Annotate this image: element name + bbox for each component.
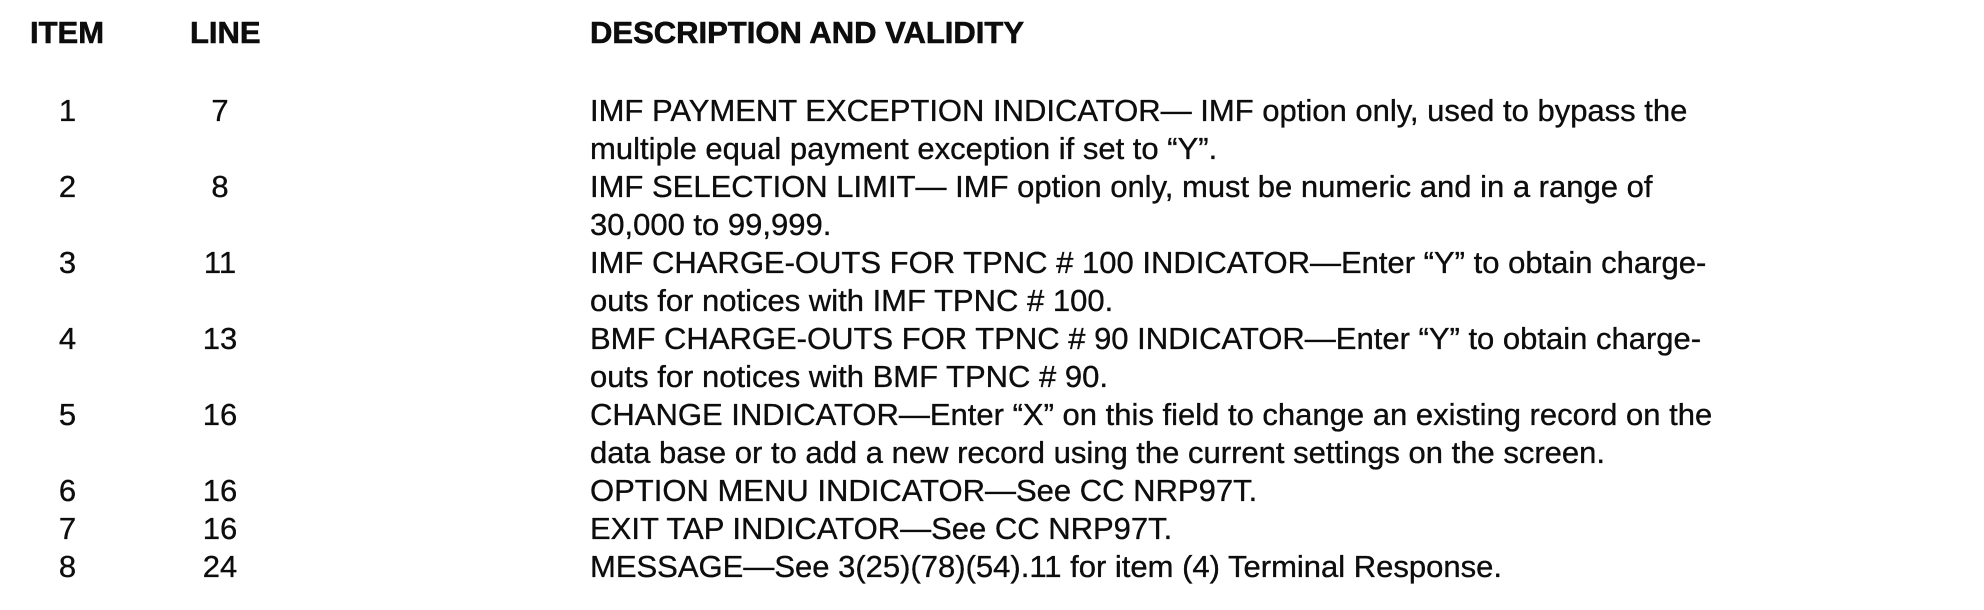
description-cell (590, 244, 1980, 320)
line-cell: 11 (203, 245, 237, 280)
description-line: OPTION MENU INDICATOR—See CC NRP97T. (590, 473, 1258, 508)
line-cell: 7 (211, 93, 229, 128)
description-cell (590, 320, 1980, 396)
description-cell (590, 472, 1980, 510)
description-cell (590, 92, 1980, 168)
description-line: outs for notices with IMF TPNC # 100. (590, 283, 1114, 318)
table-row (30, 320, 1984, 396)
description-line: IMF PAYMENT EXCEPTION INDICATOR— IMF option only, used to bypass the (590, 93, 1688, 128)
description-cell (590, 396, 1980, 472)
line-cell: 24 (202, 549, 238, 584)
line-cell: 8 (211, 169, 229, 204)
item-cell: 7 (58, 511, 77, 546)
item-cell: 6 (58, 473, 77, 508)
item-cell: 3 (58, 245, 77, 280)
description-line: IMF CHARGE-OUTS FOR TPNC # 100 INDICATOR—Enter “Y” to obtain charge- (590, 245, 1707, 280)
description-line: outs for notices with BMF TPNC # 90. (590, 359, 1109, 394)
description-line: EXIT TAP INDICATOR—See CC NRP97T. (590, 511, 1173, 546)
table-row (30, 548, 1984, 586)
item-cell: 2 (58, 169, 77, 204)
table-row (30, 92, 1984, 168)
description-line: 30,000 to 99,999. (590, 207, 832, 242)
description-line: IMF SELECTION LIMIT— IMF option only, must be numeric and in a range of (590, 169, 1653, 204)
description-line: data base or to add a new record using the current settings on the screen. (590, 435, 1606, 470)
description-line: BMF CHARGE-OUTS FOR TPNC # 90 INDICATOR—Enter “Y” to obtain charge- (590, 321, 1702, 356)
description-cell (590, 168, 1980, 244)
column-header-description: DESCRIPTION AND VALIDITY (590, 15, 1025, 50)
table-row (30, 168, 1984, 244)
description-line: MESSAGE—See 3(25)(78)(54).11 for item (4) Terminal Response. (590, 549, 1502, 584)
column-header-item: ITEM (30, 15, 105, 50)
line-cell: 16 (202, 473, 238, 508)
line-cell: 16 (202, 511, 238, 546)
description-line: multiple equal payment exception if set to “Y”. (590, 131, 1218, 166)
table-row (30, 244, 1984, 320)
description-line: CHANGE INDICATOR—Enter “X” on this field to change an existing record on the (590, 397, 1713, 432)
table-header-row (30, 14, 1984, 52)
item-cell: 8 (58, 549, 77, 584)
item-cell: 1 (58, 93, 77, 128)
description-cell (590, 510, 1980, 548)
line-cell: 16 (202, 397, 238, 432)
item-cell: 4 (58, 321, 77, 356)
table-row (30, 396, 1984, 472)
table-row (30, 472, 1984, 510)
table-row (30, 510, 1984, 548)
item-cell: 5 (58, 397, 77, 432)
column-header-line: LINE (190, 15, 261, 50)
description-cell (590, 548, 1980, 586)
line-cell: 13 (202, 321, 238, 356)
